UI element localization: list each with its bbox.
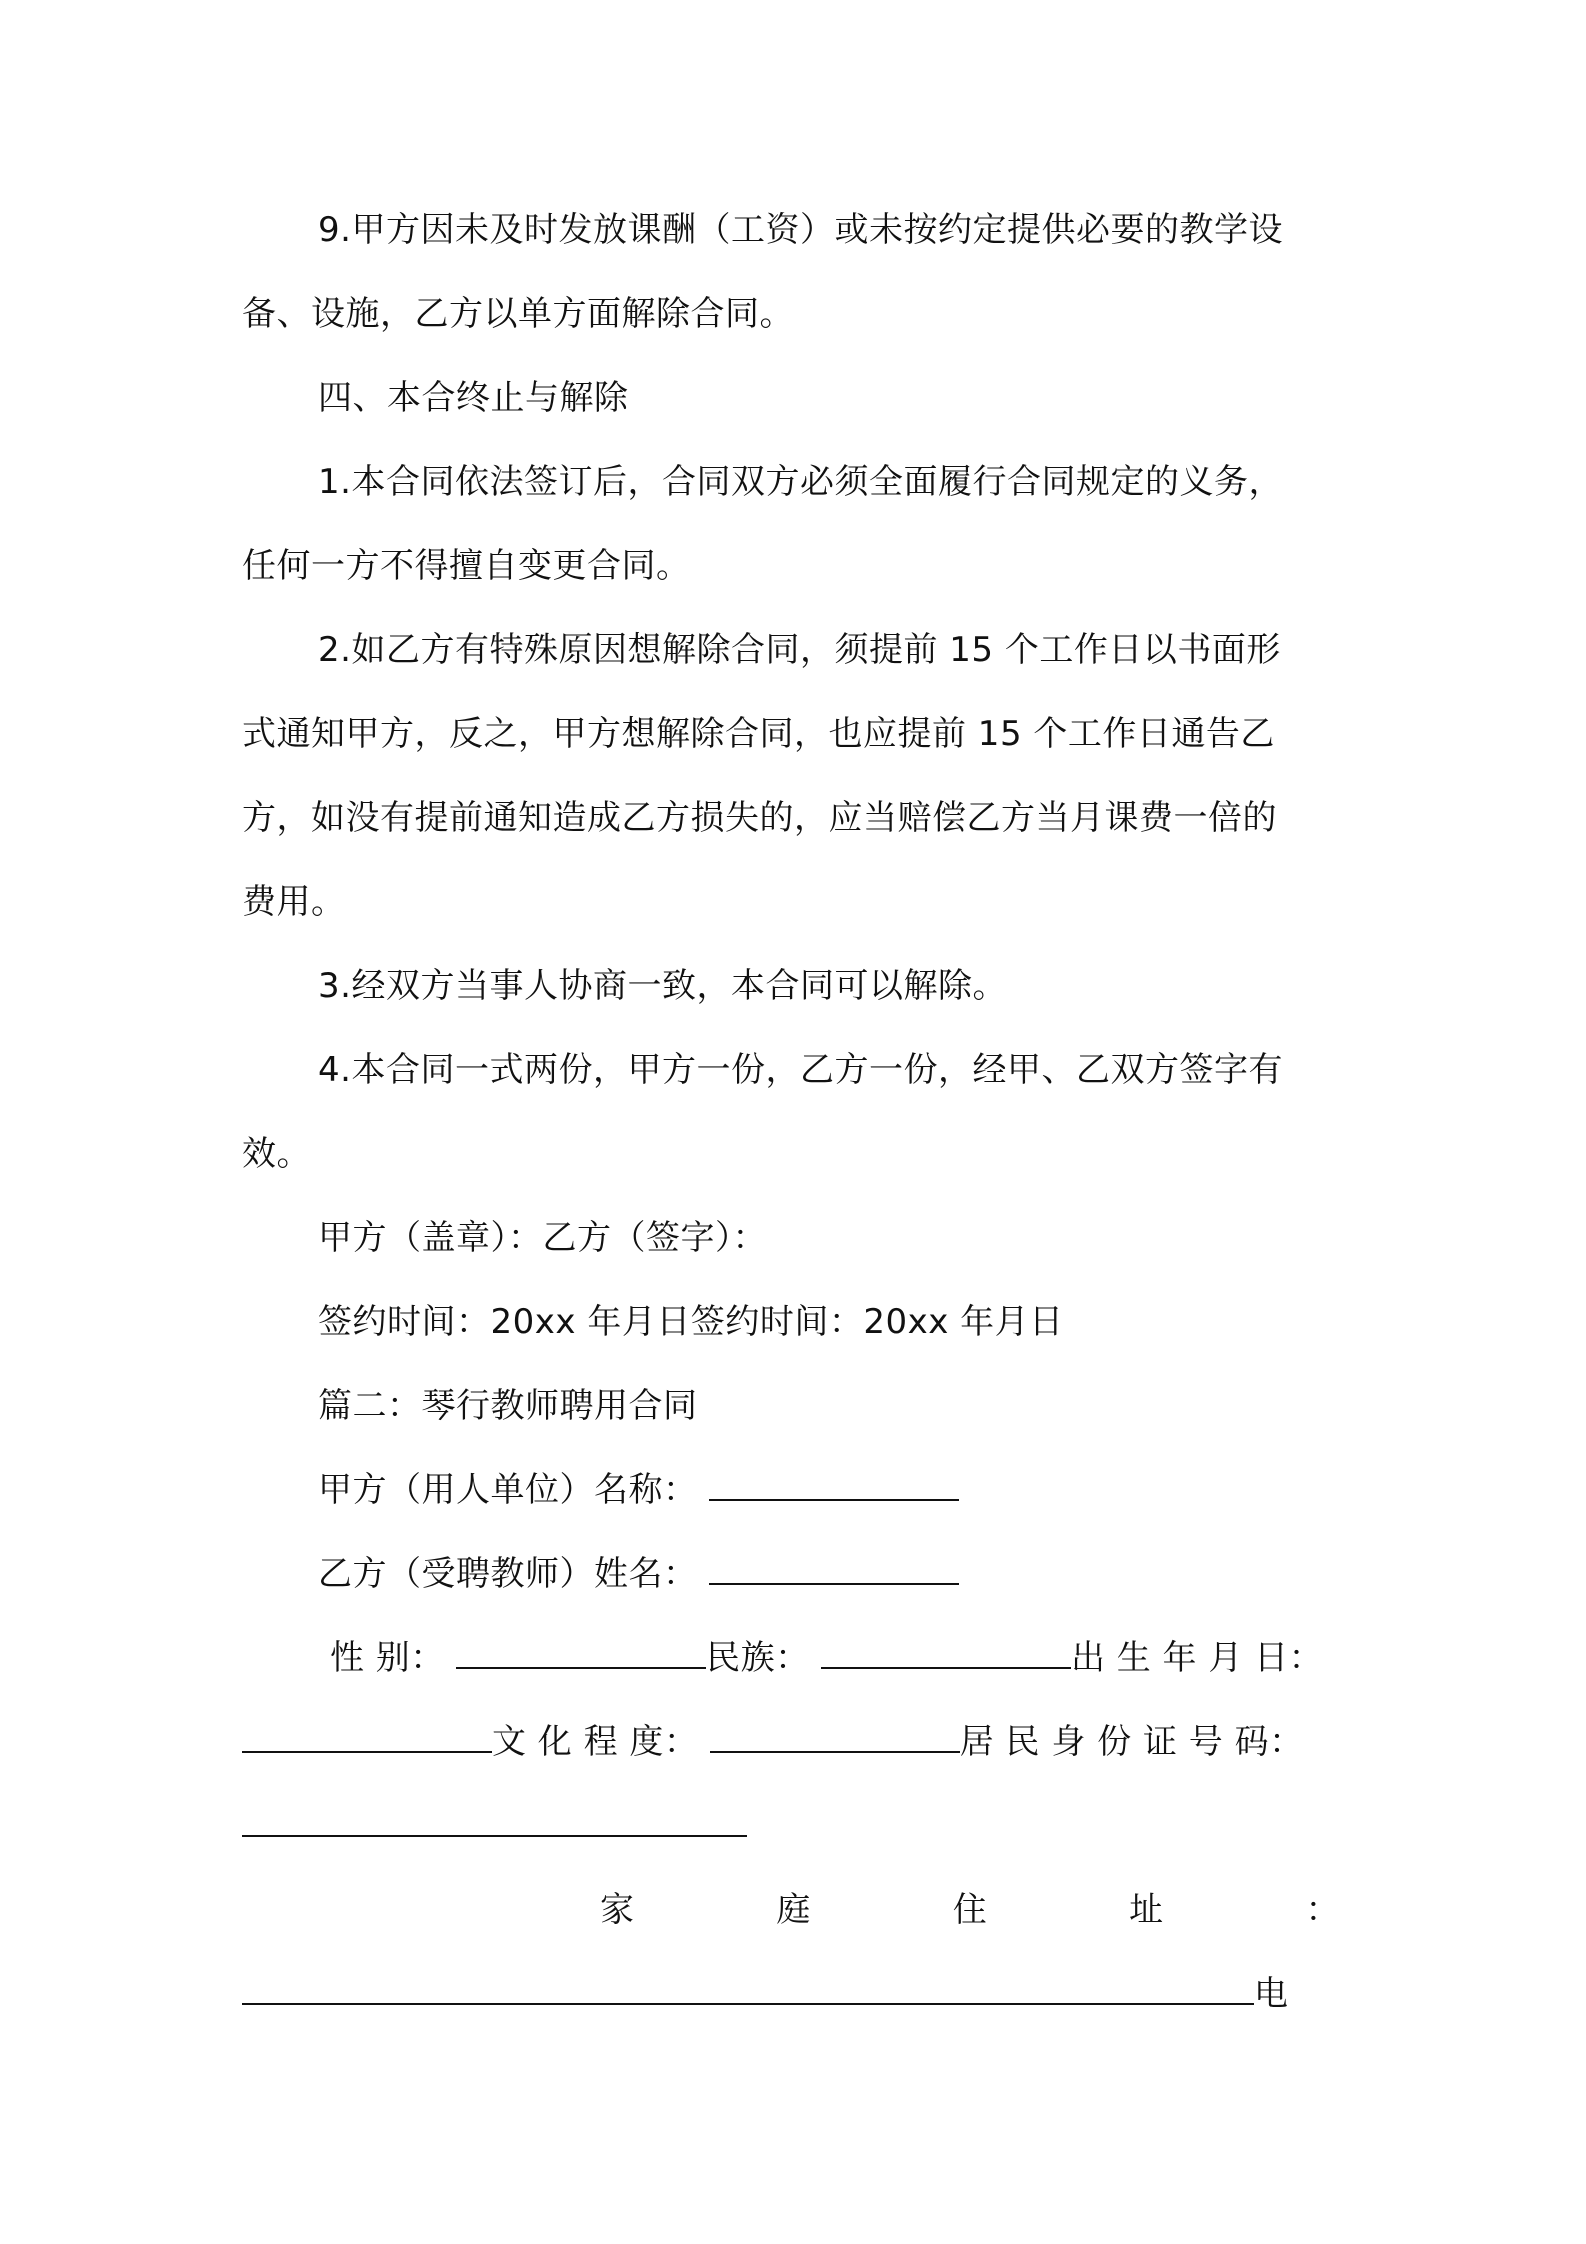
paragraph-line: 3.经双方当事人协商一致，本合同可以解除。 xyxy=(318,966,1007,1006)
party-b-name-field[interactable] xyxy=(709,1553,959,1585)
address-label-row xyxy=(600,1888,1340,1932)
paragraph-line: 1.本合同依法签订后，合同双方必须全面履行合同规定的义务， xyxy=(318,462,1283,502)
address-row xyxy=(242,1972,1289,2016)
gender-label: 性 别： xyxy=(330,1638,445,1678)
party-a-name-field[interactable] xyxy=(709,1469,959,1501)
signature-line: 甲方（盖章）：乙方（签字）： xyxy=(318,1218,767,1258)
id-number-field[interactable] xyxy=(242,1805,747,1837)
address-field[interactable] xyxy=(242,1973,1254,2005)
paragraph-line: 效。 xyxy=(242,1134,311,1174)
party-b-label: 乙方（受聘教师）姓名： xyxy=(318,1554,698,1594)
address-char: 家 xyxy=(600,1890,635,1930)
ethnicity-field[interactable] xyxy=(821,1637,1071,1669)
paragraph-line: 4.本合同一式两份，甲方一份，乙方一份，经甲、乙双方签字有 xyxy=(318,1050,1283,1090)
gender-field[interactable] xyxy=(456,1637,706,1669)
address-char: ： xyxy=(1305,1890,1340,1930)
contract-title: 篇二：琴行教师聘用合同 xyxy=(318,1386,698,1426)
education-label: 文 化 程 度： xyxy=(492,1722,699,1762)
birth-date-field[interactable] xyxy=(242,1721,492,1753)
education-field[interactable] xyxy=(710,1721,960,1753)
address-char: 址 xyxy=(1129,1890,1164,1930)
paragraph-line: 式通知甲方，反之，甲方想解除合同，也应提前 15 个工作日通告乙 xyxy=(242,714,1275,754)
education-id-row xyxy=(242,1720,1304,1764)
paragraph-line: 任何一方不得擅自变更合同。 xyxy=(242,546,691,586)
party-a-row xyxy=(318,1468,959,1512)
party-b-row xyxy=(318,1552,959,1596)
paragraph-line: 9.甲方因未及时发放课酬（工资）或未按约定提供必要的教学设 xyxy=(318,210,1283,250)
gender-ethnicity-row xyxy=(330,1636,1323,1680)
address-char: 庭 xyxy=(776,1890,811,1930)
address-char: 住 xyxy=(952,1890,988,1930)
section-heading: 四、本合终止与解除 xyxy=(318,378,629,418)
birth-label: 出 生 年 月 日： xyxy=(1070,1638,1324,1678)
id-number-label: 居 民 身 份 证 号 码： xyxy=(959,1722,1304,1762)
phone-label: 电 xyxy=(1254,1974,1289,2014)
paragraph-line: 费用。 xyxy=(242,882,346,922)
paragraph-line: 备、设施，乙方以单方面解除合同。 xyxy=(242,294,794,334)
paragraph-line: 方，如没有提前通知造成乙方损失的，应当赔偿乙方当月课费一倍的 xyxy=(242,798,1277,838)
party-a-label: 甲方（用人单位）名称： xyxy=(318,1470,698,1510)
signing-date-line: 签约时间：20xx 年月日签约时间：20xx 年月日 xyxy=(318,1302,1064,1342)
ethnicity-label: 民族： xyxy=(706,1638,810,1678)
paragraph-line: 2.如乙方有特殊原因想解除合同，须提前 15 个工作日以书面形 xyxy=(318,630,1281,670)
id-number-row xyxy=(242,1804,747,1848)
